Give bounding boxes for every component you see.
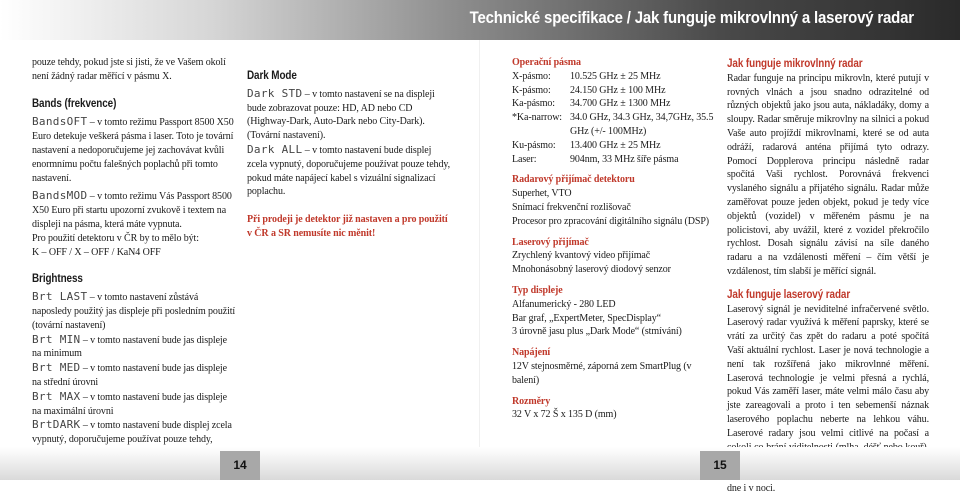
band-label: Ka-pásmo:: [512, 98, 555, 110]
laser-recv-heading: Laserový přijímač: [512, 236, 589, 248]
page-number-left: 14: [220, 451, 260, 480]
dark-all-paragraph: [247, 143, 451, 199]
brt-min-text: – v tomto nastavení bude jas displeje na minimum: [32, 334, 227, 360]
band-row: [512, 139, 718, 153]
brt-max-code: Brt MAX: [32, 389, 81, 403]
warning-text: Při prodeji je detektor již nastaven a pro použití v ČR a SR nemusíte nic měnit!: [247, 214, 448, 239]
bands-table: [512, 70, 718, 167]
radar-recv-line: Procesor pro zpracování digitálního signálu (DSP): [512, 215, 710, 227]
band-row: [512, 111, 718, 139]
band-value: 34.0 GHz, 34.3 GHz, 34,7GHz, 35.5 GHz (+/- 100MHz): [570, 112, 714, 137]
dims-text: 32 V x 72 Š x 135 D (mm): [512, 409, 617, 421]
brt-dark-code: BrtDARK: [32, 418, 81, 432]
laser-recv-line: Mnohonásobný laserový diodový senzor: [512, 264, 671, 276]
dark-std-paragraph: [247, 87, 451, 143]
band-label: Laser:: [512, 153, 537, 165]
mw-text: Radar funguje na principu mikrovln, které putují v rovných vlnách a jsou snadno odrazitelné od různých objektů jako jsou auta, nákladáky, domy a sloupy. Radar směruje mikrovlny na silnici a pokud Vaše auto projíždí mikrovlnami, které se od auta odráží, radarová anténa přijímá tyto odrazy. Pomocí Dopplerova principu následně radar spočítá Vaši rychlost. Porovnává frekvenci vyslaného signálu a přijatého signálu. Radar může zaměřovat pouze jeden objekt, pokud je tedy více objektů (vozidel) v měřeném pásmu je na policistovi, aby uvážil, které z vozidel překročilo rychlost. Dosah signálu závisí na síle daného radaru a na vzdálenosti měření – čím větší je vzdálenost, tím slabší je měřící signál.: [727, 72, 929, 277]
band-value: 904nm, 33 MHz šíře pásma: [570, 153, 679, 165]
display-line: Alfanumerický - 280 LED: [512, 298, 616, 310]
page-spine: [479, 40, 480, 447]
brt-min-code: Brt MIN: [32, 332, 81, 346]
brt-min-paragraph: [32, 333, 237, 362]
band-row: [512, 153, 718, 167]
band-label: *Ka-narrow:: [512, 112, 562, 124]
bandsmod-code: BandsMOD: [32, 189, 88, 203]
dims-heading: Rozměry: [512, 395, 551, 407]
right-column-2: [727, 58, 929, 496]
brt-med-paragraph: [32, 361, 237, 390]
brt-last-text: – v tomto nastavení zůstává naposledy použitý jas displeje při posledním použití (tovární nastavení): [32, 292, 236, 331]
op-band-heading: Operační pásma: [512, 57, 581, 68]
brt-dark-text: – v tomto nastavení bude displej zcela vypnutý, doporučujeme používat pouze tehdy,: [32, 420, 232, 446]
band-label: X-pásmo:: [512, 70, 551, 82]
band-value: 24.150 GHz ± 100 MHz: [570, 84, 666, 96]
laser-heading: Jak funguje laserový radar: [727, 288, 851, 301]
bandsoft-code: BandsOFT: [32, 115, 88, 129]
brt-max-text: – v tomto nastavení bude jas displeje na maximální úrovni: [32, 391, 227, 417]
power-heading: Napájení: [512, 347, 551, 359]
radar-recv-line: Superhet, VTO: [512, 188, 572, 200]
brt-max-paragraph: [32, 390, 237, 419]
dark-std-code: Dark STD: [247, 86, 303, 100]
mw-heading: Jak funguje mikrovlnný radar: [727, 58, 863, 70]
bandsoft-text: – v tomto režimu Passport 8500 X50 Euro detekuje veškerá pásma i laser. Toto je tovární nastavení a nedoporučujeme jej zachovávat kvůli enormnímu počtu falešných poplachů při tomto nastavení.: [32, 117, 234, 184]
dark-all-text: – v tomto nastavení bude displej zcela vypnutý, doporučujeme používat pouze tehdy, pokud máte napájecí kabel s vizuální signalizací poplachu.: [247, 144, 450, 198]
bands-heading: Bands (frekvence): [32, 97, 117, 110]
footer-bar: [0, 447, 960, 480]
brt-last-code: Brt LAST: [32, 290, 88, 304]
radar-recv-line: Snímací frekvenční rozlišovač: [512, 201, 631, 213]
page-number-right: 15: [700, 451, 740, 480]
laser-text: Laserový signál je neviditelné infračervené světlo. Laserový radar využívá k měření paprsky, které se vrátí za určitý čas zpět do radaru a poté spočítá Vaší aktuální rychlost. Laser je nová technologie a není tak rozšířená jako mikrovlnné měření. Laserová technologie je velmi přesná a rychlá, pokud Vás zaměří laser, máte velmi málo času aby jste zareagovali a proto i ten sebemenší náznak laserového poplachu neberte na lehkou váhu. Laserové radary jsou velmi citlivé na počasí a dne i v noci.: [727, 303, 929, 494]
left-column-1: [32, 56, 237, 475]
dark-std-text: – v tomto nastavení se na displeji bude zobrazovat pouze: HD, AD nebo CD (Highway-Dark, Auto-Dark nebo City-Dark). (Tovární nastavení).: [247, 88, 435, 142]
band-row: [512, 70, 718, 84]
display-heading: Typ displeje: [512, 284, 563, 296]
radar-recv-heading: Radarový přijímač detektoru: [512, 174, 635, 186]
brightness-heading: Brightness: [32, 273, 83, 286]
brt-med-code: Brt MED: [32, 361, 81, 375]
band-label: K-pásmo:: [512, 84, 551, 96]
bandsmod-text: – v tomto režimu Vás Passport 8500 X50 Euro při startu upozorní zvukově i textem na displeji na pásma, která máte vypnuta.: [32, 191, 232, 230]
header-bar: [0, 0, 960, 40]
brt-med-text: – v tomto nastavení bude jas displeje na střední úrovni: [32, 363, 227, 388]
bandsmod-paragraph: [32, 189, 237, 231]
band-row: [512, 97, 718, 111]
band-value: 10.525 GHz ± 25 MHz: [570, 70, 661, 82]
brt-last-paragraph: [32, 290, 237, 332]
band-value: 34.700 GHz ± 1300 MHz: [570, 98, 671, 110]
should-be-text: Pro použití detektoru v ČR by to mělo být:: [32, 232, 199, 244]
left-column-2: [247, 70, 451, 241]
laser-recv-line: Zrychlený kvantový video přijímač: [512, 250, 651, 262]
display-line: Bar graf, „ExpertMeter, SpecDisplay“: [512, 312, 661, 324]
display-line: 3 úrovně jasu plus „Dark Mode“ (stmívání): [512, 326, 682, 338]
intro-text: pouze tehdy, pokud jste si jisti, že ve Vašem okolí není žádný radar měřící v pásmu X.: [32, 57, 226, 82]
settings-text: K – OFF / X – OFF / KaN4 OFF: [32, 246, 161, 258]
right-column-1: [512, 56, 718, 422]
dark-mode-heading: Dark Mode: [247, 70, 297, 82]
band-label: Ku-pásmo:: [512, 139, 556, 151]
band-row: [512, 84, 718, 98]
dark-all-code: Dark ALL: [247, 142, 303, 156]
band-value: 13.400 GHz ± 25 MHz: [570, 139, 661, 151]
bandsoft-paragraph: [32, 115, 237, 185]
page-title: Technické specifikace / Jak funguje mikrovlnný a laserový radar: [469, 8, 914, 27]
power-text: 12V stejnosměrné, záporná zem SmartPlug (v balení): [512, 360, 692, 386]
